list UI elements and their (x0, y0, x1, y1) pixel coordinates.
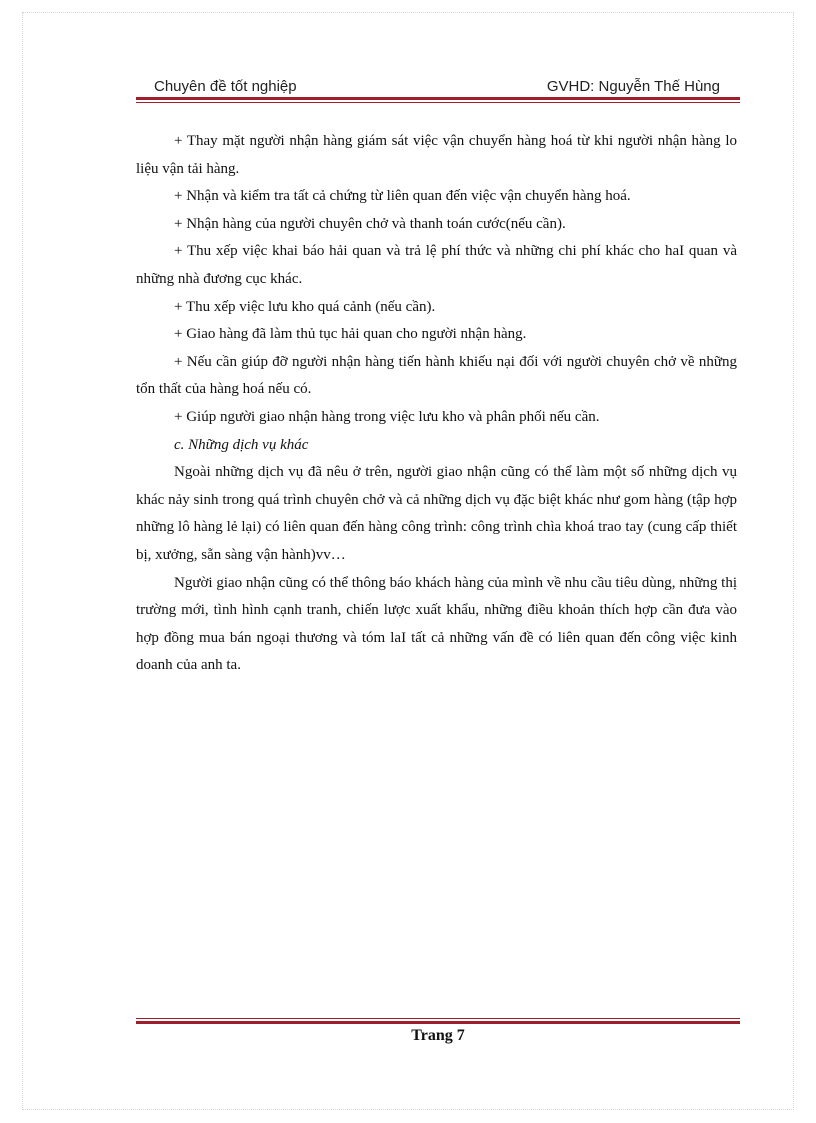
paragraph: + Nhận hàng của người chuyên chở và thanh toán cước(nếu cần). (174, 215, 566, 232)
footer-rule-thick (136, 1021, 740, 1024)
paragraph: Người giao nhận cũng có thể thông báo khách hàng của mình về nhu cầu tiêu dùng, những thị trường mới, tình hình cạnh tranh, chiến lược xuất khẩu, những điều khoản thích hợp cần đưa vào hợp đồng mua bán ngoại thương và tóm laI tất cả những vấn đề có liên quan đến công việc kinh doanh của anh ta. (136, 574, 737, 674)
paragraph: + Nhận và kiểm tra tất cả chứng từ liên quan đến việc vận chuyển hàng hoá. (174, 188, 631, 205)
supervisor-name: GVHD: Nguyễn Thế Hùng (546, 78, 720, 95)
paragraph: + Thu xếp việc lưu kho quá cảnh (nếu cần). (174, 298, 436, 315)
document-title: Chuyên đề tốt nghiệp (154, 78, 297, 95)
paragraph: + Thay mặt người nhận hàng giám sát việc vận chuyển hàng hoá từ khi người nhận hàng lo liệu vận tải hàng. (136, 133, 737, 177)
header-rule-thin (136, 102, 740, 103)
paragraph: + Thu xếp việc khai báo hải quan và trả lệ phí thức và những chi phí khác cho haI quan và những nhà đương cục khác. (136, 243, 737, 287)
page-header (136, 76, 740, 98)
body-text (136, 128, 737, 680)
paragraph: + Nếu cần giúp đỡ người nhận hàng tiến hành khiếu nại đối với người chuyên chở về những tổn thất của hàng hoá nếu có. (136, 353, 737, 398)
footer-rule-thin (136, 1018, 740, 1019)
page-number: Trang 7 (411, 1027, 465, 1044)
paragraph: + Giao hàng đã làm thủ tục hải quan cho người nhận hàng. (174, 326, 527, 343)
paragraph: + Giúp người giao nhận hàng trong việc lưu kho và phân phối nếu cần. (174, 408, 600, 425)
header-rule-thick (136, 97, 740, 100)
paragraph: Ngoài những dịch vụ đã nêu ở trên, người giao nhận cũng có thể làm một số những dịch vụ khác nảy sinh trong quá trình chuyên chở và cả những dịch vụ đặc biệt khác như gom hàng (tập hợp những lô hàng lẻ lại) có liên quan đến hàng công trình: công trình chìa khoá trao tay (cung cấp thiết bị, xưởng, sẵn sàng vận hành)vv… (136, 464, 737, 563)
section-heading: c. Những dịch vụ khác (174, 436, 309, 453)
